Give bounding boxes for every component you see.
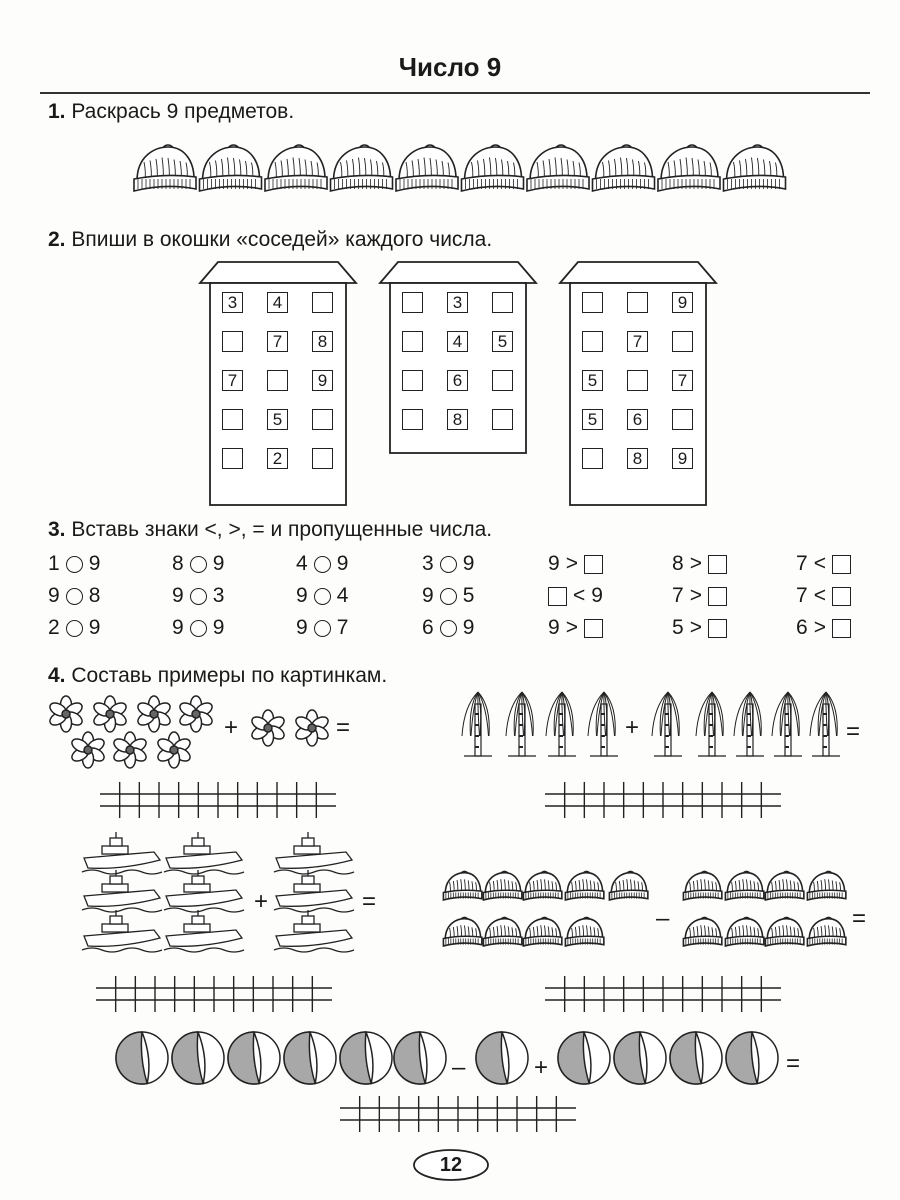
flower-icon — [70, 732, 107, 768]
flower-icon — [250, 710, 287, 746]
comparison-sign: > — [689, 616, 702, 639]
knit-hat-icon — [483, 917, 521, 946]
answer-grid[interactable] — [340, 1096, 576, 1132]
knit-hat-icon — [443, 917, 481, 946]
hats-minus-sign: – — [656, 905, 670, 932]
house-1-window: 3 — [222, 292, 243, 313]
birch-tree-icon — [546, 692, 576, 756]
boat-icon — [164, 832, 244, 874]
ball-icon — [284, 1032, 336, 1084]
house-1-window: 7 — [267, 331, 288, 352]
knit-hat-icon — [683, 871, 721, 900]
house-1-window: 9 — [312, 370, 333, 391]
ball-icon — [228, 1032, 280, 1084]
compare-left: 1 — [48, 552, 60, 575]
page-number: 12 — [439, 1154, 463, 1176]
compare-left: 9 — [172, 584, 184, 607]
house-3-window: 5 — [582, 370, 603, 391]
house-3-window: 7 — [672, 370, 693, 391]
task-3-text: Вставь знаки <, >, = и пропущенные числа. — [71, 518, 493, 541]
birch-tree-icon — [810, 692, 840, 756]
task-1-number: 1. — [48, 100, 66, 123]
comparison-sign: > — [565, 616, 578, 639]
birch-tree-icon — [734, 692, 764, 756]
boat-icon — [164, 870, 244, 912]
house-3-window: 9 — [672, 292, 693, 313]
boats-plus-sign: + — [254, 888, 269, 915]
compare-left: 9 — [422, 584, 434, 607]
ball-icon — [614, 1032, 666, 1084]
boat-icon — [82, 870, 162, 912]
comparison-sign: < — [813, 584, 826, 607]
compare-left: 3 — [422, 552, 434, 575]
ball-icon — [340, 1032, 392, 1084]
birch-tree-icon — [506, 692, 536, 756]
knit-hat-icon — [725, 917, 763, 946]
balls-minus-sign: – — [452, 1054, 466, 1081]
ball-icon — [394, 1032, 446, 1084]
task-4-number: 4. — [48, 664, 66, 687]
comparison-sign: > — [689, 584, 702, 607]
given-number: 7 — [796, 584, 808, 607]
compare-right: 9 — [462, 552, 475, 575]
knit-hat-icon — [483, 871, 521, 900]
house-1-window: 4 — [267, 292, 288, 313]
page-title: Число 9 — [398, 52, 502, 82]
house-1-window: 7 — [222, 370, 243, 391]
compare-right: 9 — [88, 616, 101, 639]
compare-right: 3 — [212, 584, 225, 607]
flowers-equals-sign: = — [336, 714, 351, 741]
house-2-window: 8 — [447, 409, 468, 430]
compare-right: 8 — [88, 584, 101, 607]
boat-icon — [274, 832, 354, 874]
task-3-number: 3. — [48, 518, 66, 541]
knit-hat-icon — [565, 917, 603, 946]
knit-hat-icon — [609, 871, 647, 900]
trees-plus-sign: + — [625, 714, 640, 741]
balls-equals-sign: = — [786, 1050, 801, 1077]
house-2-window: 3 — [447, 292, 468, 313]
given-number: 9 — [548, 616, 560, 639]
given-number: 5 — [672, 616, 684, 639]
house-1-window: 5 — [267, 409, 288, 430]
compare-left: 9 — [296, 616, 308, 639]
given-number: 8 — [672, 552, 684, 575]
compare-right: 9 — [88, 552, 101, 575]
comparison-sign: < — [813, 552, 826, 575]
birch-tree-icon — [652, 692, 682, 756]
compare-right: 9 — [212, 616, 225, 639]
hats-equals-sign: = — [852, 905, 867, 932]
boat-icon — [274, 910, 354, 952]
house-2-window: 6 — [447, 370, 468, 391]
answer-grid[interactable] — [100, 782, 336, 818]
ball-icon — [558, 1032, 610, 1084]
compare-left: 2 — [48, 616, 60, 639]
answer-grid[interactable] — [545, 976, 781, 1012]
flower-icon — [112, 732, 149, 768]
ball-icon — [172, 1032, 224, 1084]
task-2-number: 2. — [48, 228, 66, 251]
house-3-window: 9 — [672, 448, 693, 469]
comparison-sign: > — [689, 552, 702, 575]
birch-tree-icon — [588, 692, 618, 756]
house-1-window: 2 — [267, 448, 288, 469]
boat-icon — [274, 870, 354, 912]
compare-left: 8 — [172, 552, 184, 575]
boat-icon — [82, 910, 162, 952]
knit-hat-icon — [523, 871, 561, 900]
knit-hat-icon — [523, 917, 561, 946]
balls-plus-sign: + — [534, 1054, 549, 1081]
knit-hat-icon — [725, 871, 763, 900]
compare-left: 6 — [422, 616, 434, 639]
knit-hat-icon — [765, 917, 803, 946]
house-3-window: 8 — [627, 448, 648, 469]
flower-icon — [92, 696, 129, 732]
task-2-text: Впиши в окошки «соседей» каждого числа. — [71, 228, 493, 251]
answer-grid[interactable] — [96, 976, 332, 1012]
ball-icon — [476, 1032, 528, 1084]
given-number: 9 — [591, 584, 603, 607]
house-3-window: 6 — [627, 409, 648, 430]
house-2-window: 5 — [492, 331, 513, 352]
compare-left: 9 — [172, 616, 184, 639]
task-4-text: Составь примеры по картинкам. — [71, 664, 388, 687]
trees-equals-sign: = — [846, 718, 861, 745]
compare-left: 4 — [296, 552, 308, 575]
compare-right: 4 — [336, 584, 349, 607]
knit-hat-icon — [765, 871, 803, 900]
knit-hat-icon — [807, 871, 845, 900]
knit-hat-icon — [565, 871, 603, 900]
house-3-window: 5 — [582, 409, 603, 430]
compare-left: 9 — [296, 584, 308, 607]
ball-icon — [116, 1032, 168, 1084]
compare-right: 9 — [336, 552, 349, 575]
knit-hat-icon — [443, 871, 481, 900]
flower-icon — [48, 696, 85, 732]
flower-icon — [136, 696, 173, 732]
ball-icon — [670, 1032, 722, 1084]
flowers-plus-sign: + — [224, 714, 239, 741]
knit-hat-icon — [807, 917, 845, 946]
boat-icon — [82, 832, 162, 874]
given-number: 7 — [796, 552, 808, 575]
knit-hat-icon — [683, 917, 721, 946]
house-1-window: 8 — [312, 331, 333, 352]
given-number: 6 — [796, 616, 808, 639]
birch-tree-icon — [696, 692, 726, 756]
house-2-window: 4 — [447, 331, 468, 352]
comparison-sign: > — [813, 616, 826, 639]
compare-right: 5 — [462, 584, 475, 607]
flower-icon — [156, 732, 193, 768]
boats-equals-sign: = — [362, 888, 377, 915]
comparison-sign: > — [565, 552, 578, 575]
ball-icon — [726, 1032, 778, 1084]
birch-tree-icon — [462, 692, 492, 756]
answer-grid[interactable] — [545, 782, 781, 818]
boat-icon — [164, 910, 244, 952]
flower-icon — [294, 710, 331, 746]
compare-right: 7 — [336, 616, 349, 639]
given-number: 9 — [548, 552, 560, 575]
flower-icon — [178, 696, 215, 732]
house-3-window: 7 — [627, 331, 648, 352]
birch-tree-icon — [772, 692, 802, 756]
given-number: 7 — [672, 584, 684, 607]
comparison-sign: < — [573, 584, 586, 607]
page-number-badge — [412, 1148, 490, 1182]
compare-right: 9 — [462, 616, 475, 639]
task-1-text: Раскрась 9 предметов. — [71, 100, 295, 123]
compare-left: 9 — [48, 584, 60, 607]
compare-right: 9 — [212, 552, 225, 575]
